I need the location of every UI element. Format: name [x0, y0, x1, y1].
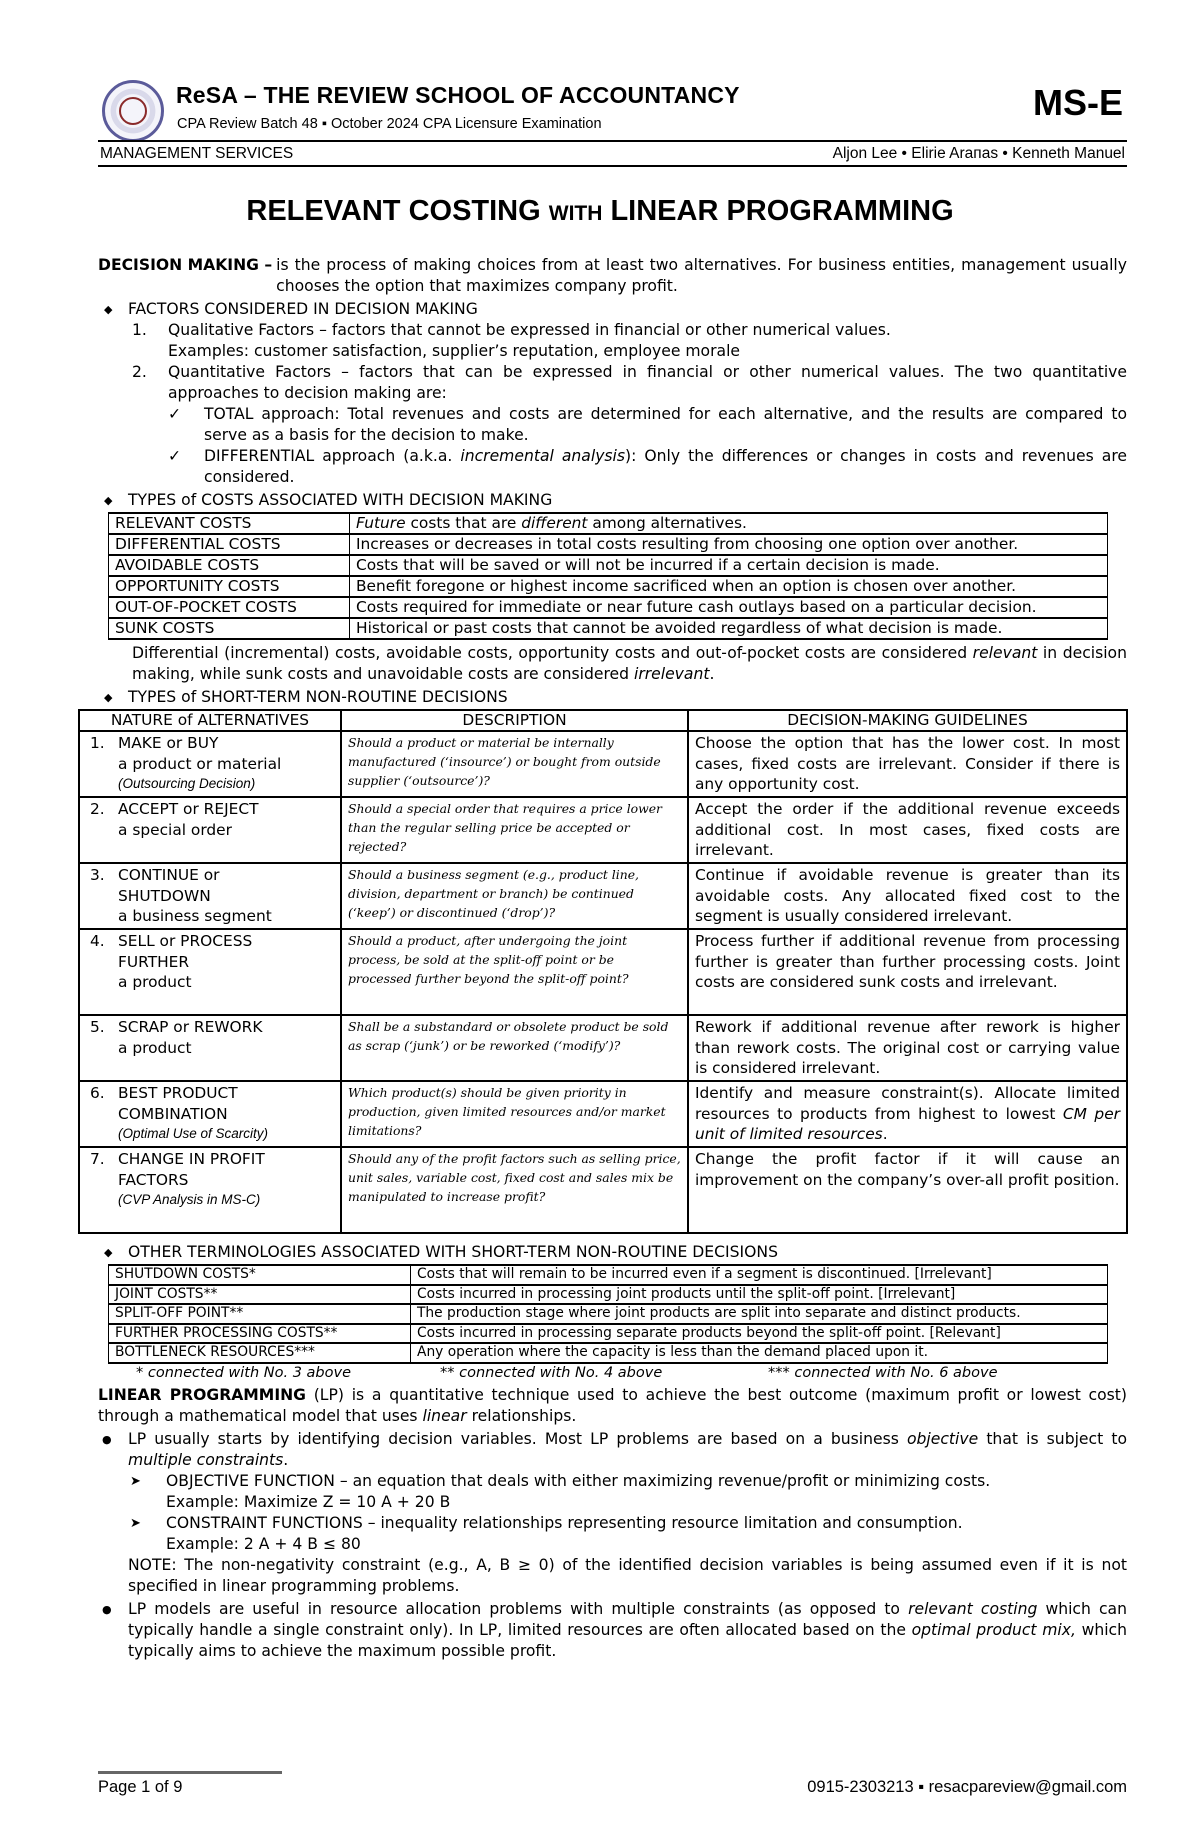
table-row [109, 1265, 1108, 1285]
column-header: NATURE of ALTERNATIVES [79, 710, 341, 731]
approach-pre: DIFFERENTIAL approach (a.k.a. [204, 447, 461, 465]
lp-term: LINEAR PROGRAMMING [98, 1385, 306, 1404]
page-title [0, 195, 1200, 228]
cost-types-heading-text: TYPES of COSTS ASSOCIATED WITH DECISION MAKING [128, 491, 553, 509]
note-end: . [709, 665, 715, 683]
guideline-cell: Accept the order if the additional revenue exceeds additional cost. In most cases, fixed costs are irrelevant. [688, 797, 1127, 863]
checkmark-icon: ✓ [168, 405, 182, 423]
nature-cell [79, 1081, 341, 1147]
row-number: 5. [90, 1018, 105, 1036]
row-number: 6. [90, 1084, 105, 1102]
nature-title: CONTINUE or SHUTDOWN [118, 866, 220, 905]
batch-info: CPA Review Batch 48 ▪ October 2024 CPA Licensure Examination [177, 116, 602, 132]
factor-number: 1. [132, 321, 147, 339]
table-row [109, 534, 1108, 555]
table-row [79, 797, 1127, 863]
cost-type-desc: Historical or past costs that cannot be avoided regardless of what decision is made. [350, 618, 1108, 639]
decision-making-definition [98, 255, 1127, 297]
term-name: SPLIT-OFF POINT** [109, 1304, 411, 1324]
lp-bullet-text [128, 1599, 1127, 1662]
description-cell: Should a business segment (e.g., product line, division, department or branch) be continued (‘keep’) or discontinued (‘drop’)? [341, 863, 688, 929]
approach-post: ): Only the differences or changes in costs and revenues are considered. [204, 447, 1127, 486]
cost-type-name: SUNK COSTS [109, 618, 350, 639]
footnote: *** connected with No. 6 above [768, 1364, 998, 1381]
note-mid: in decision making, while sunk costs and unavoidable costs are considered [132, 644, 1127, 683]
desc-d: among alternatives. [587, 514, 747, 532]
other-terms-heading-text: OTHER TERMINOLOGIES ASSOCIATED WITH SHORT-TERM NON-ROUTINE DECISIONS [128, 1243, 778, 1261]
lp-bullet-text [128, 1429, 1127, 1471]
term-desc: Costs incurred in processing separate products beyond the split-off point. [Relevant] [411, 1324, 1108, 1344]
sub-header [98, 145, 1127, 165]
table-header-row [79, 710, 1127, 731]
guide-ital: CM per unit of limited resources [695, 1104, 1120, 1143]
description-cell: Which product(s) should be given priority in production, given limited resources and/or market limitations? [341, 1081, 688, 1147]
nature-paren: (Outsourcing Decision) [118, 776, 256, 791]
row-number: 4. [90, 932, 105, 950]
nature-cell [79, 863, 341, 929]
column-header: DECISION-MAKING GUIDELINES [688, 710, 1127, 731]
note-pre: Differential (incremental) costs, avoidable costs, opportunity costs and out-of-pocket costs are considered [132, 644, 973, 662]
bullet-icon: ◆ [104, 303, 113, 316]
title-part1: RELEVANT COSTING [246, 195, 549, 227]
lp-b1-ital2: multiple constraints [128, 1450, 284, 1469]
nature-title: BEST PRODUCT COMBINATION [118, 1084, 238, 1123]
cost-type-name: OUT-OF-POCKET COSTS [109, 597, 350, 618]
description-cell: Shall be a substandard or obsolete product be sold as scrap (‘junk’) or be reworked (‘modify’)? [341, 1015, 688, 1081]
other-terms-heading [98, 1242, 1127, 1263]
desc-ital-a: Future [356, 514, 406, 532]
table-row [79, 1081, 1127, 1147]
page-header [98, 72, 1127, 150]
nature-sub: a special order [118, 820, 232, 839]
table-row [109, 597, 1108, 618]
lp-b2-pre: LP models are useful in resource allocation problems with multiple constraints (as opposed to [128, 1599, 909, 1618]
table-row [109, 513, 1108, 534]
bullet-icon: ◆ [104, 691, 113, 704]
title-small: WITH [548, 202, 603, 225]
guideline-cell: Choose the option that has the lower cost. In most cases, fixed costs are irrelevant. Consider if there is any opportunity cost. [688, 731, 1127, 797]
factors-heading [98, 299, 1127, 320]
factor-number: 2. [132, 363, 147, 381]
desc-b: costs that are [405, 514, 522, 532]
row-number: 7. [90, 1150, 105, 1168]
nature-title: SCRAP or REWORK [118, 1018, 263, 1036]
term-desc: The production stage where joint products are split into separate and distinct products. [411, 1304, 1108, 1324]
note-relevant: relevant [972, 644, 1038, 662]
obj-example: Example: Maximize Z = 10 A + 20 B [166, 1492, 451, 1511]
nature-cell [79, 1147, 341, 1233]
cost-type-name: OPPORTUNITY COSTS [109, 576, 350, 597]
term-desc: Costs incurred in processing joint products until the split-off point. [Irrelevant] [411, 1285, 1108, 1305]
table-row [109, 1324, 1108, 1344]
footnote: * connected with No. 3 above [136, 1364, 352, 1381]
factor-quantitative: Quantitative Factors – factors that can be expressed in financial or other numerical values. The two quantitative approaches to decision making are: [168, 363, 1127, 402]
table-row [109, 1304, 1108, 1324]
column-header: DESCRIPTION [341, 710, 688, 731]
guide-post: . [882, 1125, 888, 1143]
bullet-icon: ◆ [104, 494, 113, 507]
lp-b1-ital1: objective [906, 1429, 979, 1448]
relevance-note [98, 643, 1127, 685]
nature-title: SELL or PROCESS FURTHER [118, 932, 253, 971]
decisions-heading [98, 687, 1127, 708]
cost-type-desc: Costs that will be saved or will not be incurred if a certain decision is made. [350, 555, 1108, 576]
factor-qualitative: Qualitative Factors – factors that cannot be expressed in financial or other numerical values. [168, 321, 891, 339]
nature-title: MAKE or BUY [118, 734, 219, 752]
factor-text [168, 320, 1127, 362]
nature-title: ACCEPT or REJECT [118, 800, 259, 818]
nature-paren: (Optimal Use of Scarcity) [118, 1126, 269, 1141]
lp-b1-pre: LP usually starts by identifying decision variables. Most LP problems are based on a business [128, 1429, 907, 1448]
description-cell: Should a special order that requires a price lower than the regular selling price be accepted or rejected? [341, 797, 688, 863]
cost-type-desc: Benefit foregone or highest income sacrificed when an option is chosen over another. [350, 576, 1108, 597]
contact-info: 0915-2303213 ▪ resacpareview@gmail.com [807, 1778, 1127, 1796]
nature-cell [79, 797, 341, 863]
table-footnotes [98, 1364, 1127, 1383]
con-example: Example: 2 A + 4 B ≤ 80 [166, 1534, 361, 1553]
term-desc: Costs that will remain to be incurred even if a segment is discontinued. [Irrelevant] [411, 1265, 1108, 1285]
approach-ital: incremental analysis [460, 447, 625, 465]
lp-intro-post: relationships. [466, 1406, 577, 1425]
logo-inner-seal [119, 97, 147, 125]
nature-cell [79, 1015, 341, 1081]
table-row [109, 1343, 1108, 1363]
nature-title: CHANGE IN PROFIT FACTORS [118, 1150, 265, 1189]
guideline-cell: Rework if additional revenue after rework is higher than rework costs. The original cost or carrying value is considered irrelevant. [688, 1015, 1127, 1081]
bullet-icon: ● [102, 1432, 112, 1446]
factors-heading-text: FACTORS CONSIDERED IN DECISION MAKING [128, 300, 478, 318]
title-part2: LINEAR PROGRAMMING [602, 195, 954, 227]
school-name: ReSA – THE REVIEW SCHOOL OF ACCOUNTANCY [176, 82, 740, 108]
guideline-cell: Continue if avoidable revenue is greater than its avoidable costs. Any allocated fixed cost to the segment is usually considered irrelevant. [688, 863, 1127, 929]
bullet-icon: ◆ [104, 1246, 113, 1259]
con-text: CONSTRAINT FUNCTIONS – inequality relationships representing resource limitation and consumption. [166, 1513, 963, 1532]
guideline-cell: Change the profit factor if it will cause an improvement on the company’s over-all profit position. [688, 1147, 1127, 1233]
lp-b1-end: . [283, 1450, 289, 1469]
row-number: 3. [90, 866, 105, 884]
lp-bullet [98, 1599, 1127, 1662]
term-name: FURTHER PROCESSING COSTS** [109, 1324, 411, 1344]
lp-b2-end: which typically aims to achieve the maximum possible profit. [128, 1620, 1127, 1660]
checkmark-icon: ✓ [168, 447, 182, 465]
factor-examples: Examples: customer satisfaction, supplier’s reputation, employee morale [168, 342, 740, 360]
header-rule-bottom [98, 165, 1127, 167]
description-cell: Should a product, after undergoing the joint process, be sold at the split-off point or be processed further beyond the split-off point? [341, 929, 688, 1015]
nature-sub: a business segment [118, 907, 272, 925]
nature-cell [79, 929, 341, 1015]
cost-type-desc [350, 513, 1108, 534]
authors: Aljon Lee • Elirie Araпas • Kenneth Manuel [832, 145, 1125, 162]
obj-text: OBJECTIVE FUNCTION – an equation that deals with either maximizing revenue/profit or minimizing costs. [166, 1471, 991, 1490]
footnote: ** connected with No. 4 above [440, 1364, 663, 1381]
bullet-icon: ● [102, 1602, 112, 1616]
table-row [109, 618, 1108, 639]
footer-rule [98, 1771, 282, 1774]
decision-making-term: DECISION MAKING – [98, 256, 273, 274]
description-cell: Should a product or material be internally manufactured (‘insource’) or bought from outside supplier (‘outsource’)? [341, 731, 688, 797]
cost-type-desc: Costs required for immediate or near future cash outlays based on a particular decision. [350, 597, 1108, 618]
table-row [109, 555, 1108, 576]
term-name: BOTTLENECK RESOURCES*** [109, 1343, 411, 1363]
document-body [90, 255, 1127, 1662]
lp-b2-ital2: optimal product mix, [911, 1620, 1076, 1639]
cost-type-desc: Increases or decreases in total costs resulting from choosing one option over another. [350, 534, 1108, 555]
page-number: Page 1 of 9 [98, 1778, 183, 1796]
lp-intro-ital: linear [422, 1406, 467, 1425]
table-row [109, 1285, 1108, 1305]
row-number: 2. [90, 800, 105, 818]
cost-types-heading [98, 490, 1127, 511]
lp-b1-mid: that is subject to [978, 1429, 1127, 1448]
term-name: SHUTDOWN COSTS* [109, 1265, 411, 1285]
table-row [79, 1147, 1127, 1233]
table-row [79, 929, 1127, 1015]
cost-type-name: DIFFERENTIAL COSTS [109, 534, 350, 555]
constraint-function-text [166, 1513, 1127, 1555]
lp-note: NOTE: The non-negativity constraint (e.g., A, B ≥ 0) of the identified decision variables is being assumed even if it is not specified in linear programming problems. [128, 1555, 1127, 1595]
term-desc: Any operation where the capacity is less than the demand placed upon it. [411, 1343, 1108, 1363]
approach-item [98, 404, 1127, 446]
guideline-cell: Process further if additional revenue from processing further is greater than further processing costs. Joint costs are considered sunk costs and irrelevant. [688, 929, 1127, 1015]
arrowhead-icon: ➤ [130, 1515, 141, 1531]
decision-making-text: is the process of making choices from at least two alternatives. For business entities, management usually chooses the option that maximizes company profit. [276, 256, 1127, 295]
lp-definition [98, 1385, 1127, 1427]
note-irrelevant: irrelevant [634, 665, 710, 683]
objective-function-text [166, 1471, 1127, 1513]
module-code: MS-E [1033, 82, 1123, 123]
objective-function-item [98, 1471, 1127, 1513]
lp-bullet [98, 1429, 1127, 1471]
nature-cell [79, 731, 341, 797]
term-name: JOINT COSTS** [109, 1285, 411, 1305]
description-cell: Should any of the profit factors such as selling price, unit sales, variable cost, fixed cost and sales mix be manipulated to increase profit? [341, 1147, 688, 1233]
cost-type-name: RELEVANT COSTS [109, 513, 350, 534]
row-number: 1. [90, 734, 105, 752]
guideline-cell [688, 1081, 1127, 1147]
nature-paren: (CVP Analysis in MS-C) [118, 1192, 261, 1207]
factor-item [98, 320, 1127, 362]
constraint-function-item [98, 1513, 1127, 1555]
differential-approach-text [204, 446, 1127, 488]
resa-logo [102, 80, 164, 142]
lp-b2-mid: which can typically handle a single constraint only). In LP, limited resources are often allocated based on the [128, 1599, 1127, 1639]
table-row [79, 731, 1127, 797]
lp-intro-pre: (LP) is a quantitative technique used to achieve the best outcome (maximum profit or lowest cost) through a mathematical model that uses [98, 1385, 1127, 1425]
nature-sub: a product [118, 973, 192, 991]
factor-item [98, 362, 1127, 404]
arrowhead-icon: ➤ [130, 1473, 141, 1489]
nature-sub: a product [118, 1038, 192, 1057]
desc-ital-c: different [521, 514, 588, 532]
total-approach-text: TOTAL approach: Total revenues and costs are determined for each alternative, and the results are compared to serve as a basis for the decision to make. [204, 405, 1127, 444]
table-row [79, 863, 1127, 929]
approach-item [98, 446, 1127, 488]
table-row [109, 576, 1108, 597]
lp-b2-ital1: relevant costing [908, 1599, 1038, 1618]
cost-types-table [108, 512, 1108, 640]
decisions-heading-text: TYPES of SHORT-TERM NON-ROUTINE DECISIONS [128, 688, 508, 706]
nature-sub: a product or material [118, 754, 282, 773]
table-row [79, 1015, 1127, 1081]
header-rule-top [98, 140, 1127, 142]
subject-name: MANAGEMENT SERVICES [100, 145, 294, 162]
decisions-table [78, 709, 1128, 1234]
other-terms-table [108, 1264, 1108, 1364]
cost-type-name: AVOIDABLE COSTS [109, 555, 350, 576]
guide-pre: Identify and measure constraint(s). Allocate limited resources to products from highest to lowest [695, 1084, 1120, 1123]
